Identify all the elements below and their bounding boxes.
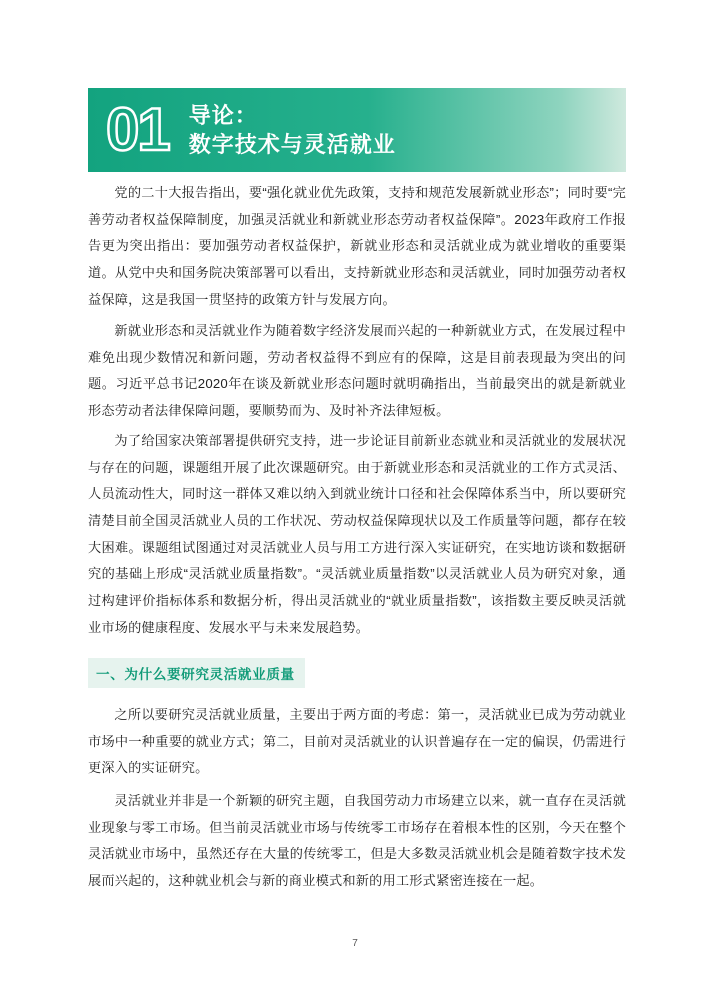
- paragraph: [88, 318, 626, 425]
- paragraph-text: 为了给国家决策部署提供研究支持，进一步论证目前新业态就业和灵活就业的发展状况与存在的问题，课题组开展了此次课题研究。由于新就业形态和灵活就业的工作方式灵活、人员流动性大，同时这一群体又难以纳入到就业统计口径和社会保障体系当中，所以要研究清楚目前全国灵活就业人员的工作状况、劳动权益保障现状以及工作质量等问题，都存在较大困难。课题组试图通过对灵活就业人员与用工方进行深入实证研究，在实地访谈和数据研究的基础上形成“灵活就业质量指数”。“灵活就业质量指数”以灵活就业人员为研究对象，通过构建评价指标体系和数据分析，得出灵活就业的“就业质量指数”，该指数主要反映灵活就业市场的健康程度、发展水平与未来发展趋势。: [88, 433, 626, 635]
- chapter-title-line-2: 数字技术与灵活就业: [188, 132, 396, 157]
- page-number: 7: [352, 938, 358, 949]
- paragraph: [88, 180, 626, 313]
- paragraph-text: 党的二十大报告指出，要“强化就业优先政策，支持和规范发展新就业形态”；同时要“完善劳动者权益保障制度，加强灵活就业和新就业形态劳动者权益保障”。2023年政府工作报告更为突出指出：要加强劳动者权益保护，新就业形态和灵活就业成为就业增收的重要渠道。从党中央和国务院决策部署可以看出，支持新就业形态和灵活就业，同时加强劳动者权益保障，这是我国一贯坚持的政策方针与发展方向。: [88, 185, 627, 307]
- paragraph: [88, 428, 626, 641]
- paragraph-text: 灵活就业并非是一个新颖的研究主题，自我国劳动力市场建立以来，就一直存在灵活就业现象与零工市场。但当前灵活就业市场与传统零工市场存在着根本性的区别，今天在整个灵活就业市场中，虽然还存在大量的传统零工，但是大多数灵活就业机会是随着数字技术发展而兴起的，这种就业机会与新的商业模式和新的用工形式紧密连接在一起。: [88, 793, 626, 888]
- paragraph: [88, 788, 626, 895]
- section-heading: 一、为什么要研究灵活就业质量: [88, 658, 305, 688]
- chapter-number: 01: [106, 96, 169, 163]
- chapter-header-banner: [88, 88, 626, 172]
- chapter-title-line-1: 导论：: [188, 102, 258, 128]
- paragraph-text: 新就业形态和灵活就业作为随着数字经济发展而兴起的一种新就业方式，在发展过程中难免出现少数情况和新问题，劳动者权益得不到应有的保障，这是目前表现最为突出的问题。习近平总书记2020年在谈及新就业形态问题时就明确指出，当前最突出的就是新就业形态劳动者法律保障问题，要顺势而为、及时补齐法律短板。: [88, 323, 626, 418]
- chapter-title: [189, 101, 396, 159]
- paragraph-text: 之所以要研究灵活就业质量，主要出于两方面的考虑：第一，灵活就业已成为劳动就业市场中一种重要的就业方式；第二，目前对灵活就业的认识普遍存在一定的偏误，仍需进行更深入的实证研究。: [88, 707, 626, 776]
- paragraph: [88, 702, 626, 782]
